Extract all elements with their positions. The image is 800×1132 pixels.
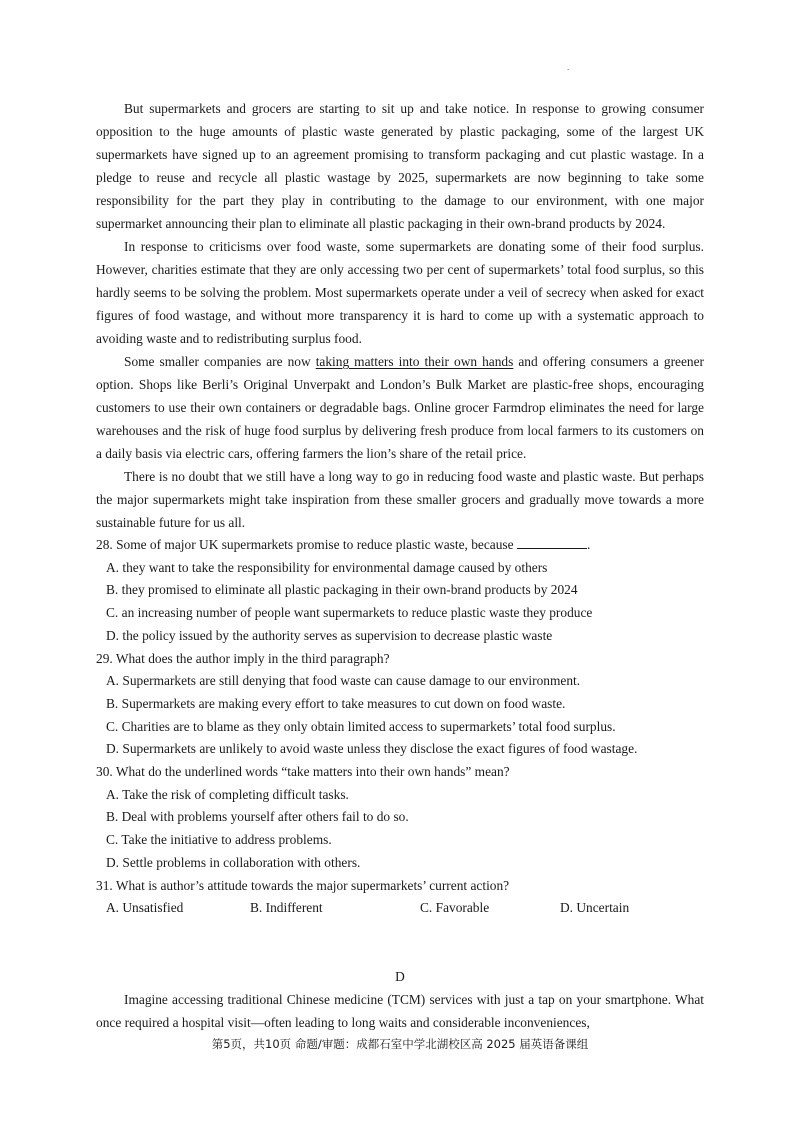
underlined-phrase: taking matters into their own hands: [315, 354, 514, 369]
option-d: D. Uncertain: [560, 900, 630, 916]
question-28: [96, 534, 704, 648]
question-stem: 31. What is author’s attitude towards the major supermarkets’ current action?: [96, 877, 510, 893]
option-a: A. Supermarkets are still denying that food waste can cause damage to our environment.: [106, 673, 581, 689]
option-a: A. they want to take the responsibility for environmental damage caused by others: [106, 559, 548, 575]
section-heading: D: [395, 969, 405, 984]
answer-blank: [517, 536, 587, 549]
passage-c: [96, 97, 704, 920]
question-stem: [96, 534, 704, 557]
question-stem: 30. What do the underlined words “take matters into their own hands” mean?: [96, 764, 510, 780]
stray-mark: .: [567, 62, 570, 72]
question-stem: 29. What does the author imply in the third paragraph?: [96, 650, 390, 666]
option-b: B. Supermarkets are making every effort to take measures to cut down on food waste.: [106, 695, 566, 711]
paragraph-4: There is no doubt that we still have a long way to go in reducing food waste and plastic waste. But perhaps the major supermarkets might take inspiration from these smaller grocers and gradually move towards a more sustainable future for us all.: [96, 469, 704, 530]
page-footer: 第5页，共10页 命题/审题：成都石室中学北湖校区高 2025 届英语备课组: [211, 1037, 589, 1051]
option-c: C. Take the initiative to address problems.: [106, 832, 332, 848]
option-b: B. Indifferent: [250, 900, 323, 916]
paragraph-3: [96, 350, 704, 465]
option-d: D. the policy issued by the authority serves as supervision to decrease plastic waste: [106, 627, 553, 643]
option-d: D. Settle problems in collaboration with others.: [106, 854, 361, 870]
option-b: B. they promised to eliminate all plastic packaging in their own-brand products by 2024: [106, 582, 578, 598]
options-row: [96, 897, 704, 920]
option-c: C. Charities are to blame as they only obtain limited access to supermarkets’ total food surplus.: [106, 718, 616, 734]
paragraph-1: Imagine accessing traditional Chinese medicine (TCM) services with just a tap on your smartphone. What once required a hospital visit—often leading to long waits and considerable inconveniences,: [96, 992, 704, 1030]
option-a: A. Unsatisfied: [106, 900, 184, 916]
option-c: C. Favorable: [420, 900, 490, 916]
option-b: B. Deal with problems yourself after others fail to do so.: [106, 809, 409, 825]
paragraph-3-end: and offering consumers a greener option. Shops like Berli’s Original Unverpakt and London’s Bulk Market are plastic-free shops, encouraging customers to use their own containers or degradable bags. Online grocer Farmdrop eliminates the need for large warehouses and the risk of huge food surplus by delivering fresh produce from local farmers to its customers on a daily basis via electric cars, offering farmers the lion’s share of the retail price.: [96, 354, 705, 461]
question-28-stem-text: 28. Some of major UK supermarkets promise to reduce plastic waste, because: [96, 537, 517, 552]
option-c: C. an increasing number of people want supermarkets to reduce plastic waste they produce: [106, 605, 593, 621]
paragraph-1: But supermarkets and grocers are starting to sit up and take notice. In response to growing consumer opposition to the huge amounts of plastic waste generated by plastic packaging, some of the largest UK supermarkets have signed up to an agreement promising to transform packaging and cut plastic wastage. In a pledge to reuse and recycle all plastic wastage by 2025, supermarkets are now beginning to take some responsibility for the part they play in contributing to the damage to our environment, with one major supermarket announcing their plan to eliminate all plastic packaging in their own-brand products by 2024.: [96, 101, 704, 231]
passage-d: [96, 988, 704, 1034]
question-30: [96, 761, 704, 875]
question-28-stem-end: .: [586, 537, 591, 552]
option-d: D. Supermarkets are unlikely to avoid waste unless they disclose the exact figures of food wastage.: [106, 741, 638, 757]
paragraph-3-start: Some smaller companies are now: [124, 354, 316, 369]
question-29: [96, 648, 704, 762]
paragraph-2: In response to criticisms over food waste, some supermarkets are donating some of their food surplus. However, charities estimate that they are only accessing two per cent of supermarkets’ total food surplus, so this hardly seems to be solving the problem. Most supermarkets operate under a veil of secrecy when asked for exact figures of food wastage, and without more transparency it is hard to come up with a systematic approach to avoiding waste and to redistributing surplus food.: [96, 239, 704, 346]
question-31: [96, 875, 704, 920]
option-a: A. Take the risk of completing difficult tasks.: [106, 786, 349, 802]
